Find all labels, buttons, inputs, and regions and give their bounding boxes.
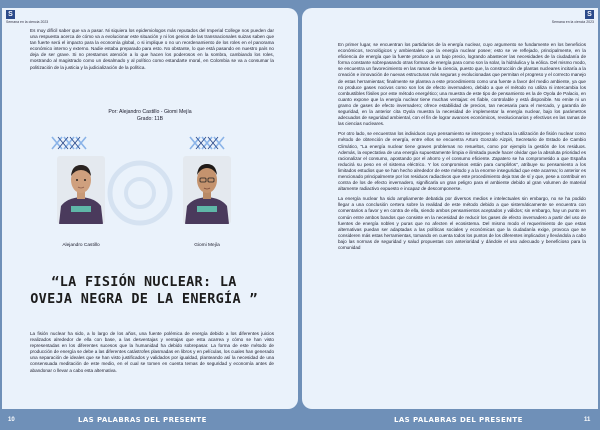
right-page	[302, 8, 598, 409]
magazine-logo-icon: S	[585, 10, 594, 19]
photo-caption-alejandro: Alejandro Castillo	[62, 243, 100, 248]
right-corner-logo	[552, 10, 594, 24]
x-pattern-decoration	[188, 135, 228, 151]
author-photo-alejandro	[57, 156, 105, 224]
watermark-logo-icon	[100, 158, 180, 228]
left-corner-label: Semana en la ciencia 2023	[6, 20, 49, 24]
author-line: Por: Alejandro Castillo - Giomi Mejía	[108, 109, 192, 115]
right-page-number: 11	[584, 417, 591, 423]
magazine-logo-icon: S	[6, 10, 15, 19]
article-title: “LA FISIÓN NUCLEAR: LA OVEJA NEGRA DE LA ENERGÍA ”	[30, 274, 258, 307]
left-intro-text	[30, 28, 274, 75]
right-corner-label: Semana en la ciencia 2023	[551, 20, 594, 24]
photo-caption-giomi: Giomi Mejía	[194, 243, 220, 248]
left-footer-title: LAS PALABRAS DEL PRESENTE	[78, 416, 207, 424]
grade-line: Grado: 11B	[136, 116, 164, 122]
right-paragraph-2: Por otro lado, se encuentran los individuos cuyo pensamiento se interpone y rechaza la utilización de fisión nuclear como método de obtención de energía, entre ellos se encuentra Arturo Gonzalo Aizpiri, Secretario de Estado de Cambio Climático, "La energía nuclear tiene graves problemas no resueltos, como por ejemplo la gestión de los residuos. Además, la expectativa de una energía supuestamente limpia e ilimitada puede hacer olvidar que la absoluta prioridad es racionalizar el consumo, apostando por el ahorro y el consumo eficiente. Zapatero se ha comprometido a que España reducirá su peso en el sistema eléctrico. Y los compromisos están para cumplirlos", atribuye su pensamiento a los limitados estudios que se han hecho alrededor de este método y a la enorme inseguridad que este acarrea; lo anterior es mencionado principalmente por los residuos radiactivos que este procedimiento deja tras de sí y que, pese a contribuir en contra de los de efecto invernadero, significarla un gran peligro para el ambiente debido al gran volumen de material altamente radiactivo expuesto e incapaz de descomponerse.	[338, 131, 586, 192]
body-paragraph: La fisión nuclear ha sido, a lo largo de los años, una fuente polémica de energía debido a los diferentes juicios realizados alrededor de ella con base, a las desventajas y ventajas que esta acarrea y cómo se han visto representadas en los diferentes sucesos que la humanidad ha debido sobrepasar. La forma de este método de producción de energía se debe a las diferentes catástrofes plasmadas en libros y en películas, los cuales han generado una separación de ideales que se han visto justificados y validados por igualdad, planteando así la necesidad de una consensuada meditación de este medio, en el cual se tomen en cuenta temas de seguridad y economía antes de abandonar o llevar a cabo esta alternativa.	[30, 331, 274, 373]
intro-paragraph: Es muy difícil saber que va a pasar. Ni siquiera los epidemiologos más reputados del Imperial College nos pueden dar una respuesta acerca de cómo va a evolucionar este situación y ni los genios de las transnacionales suizas saben que tan fuerte será el impacto para la economía global, o si implique o no un reordenamiento de los roles en el panorama económico interno y externo. Nadie estaba preparado para esto. No obstante, lo que está pasando en nuestro país no deja de ser grave. Si no prestamos atención a lo que hacen los poderosos en la sombra, cambiando los roles, mostrando al magistrado como un desalmado y al político como estandarte moral, en Colombia se va a consumar la politización de la justicia y la judicialización de la política.	[30, 28, 274, 70]
right-paragraph-3: La energía nuclear ha sido ampliamente debatida por diversos medios e intelectuales sin embargo, no se ha podido llegar a una conclusión certera sobre la realidad de este método debido a que sistemáticamente se encuentra con comentarios a favor y en contra de ella, siendo ambos pensamientos aceptados y válidos; sin embargo, hay un punto en común entre ambos bandos que consiste en la necesidad de reducir los gases de efecto invernadero a partir del uso de fuentes de energía nobles y puras que no afecten el ecosistema. Del mismo modo el requerimiento de que estas alternativas puedan ser adaptadas a las políticas sociales y económicas que la ciudadanía exige, provoca que se consideren más estas herramientas, tomando en cuenta todos los puntos de los diferentes implicados y llevándola a cabo bajo las normas de seguridad y salud propuestas con anterioridad y dándole el uso adecuado y beneficioso para la comunidad	[338, 196, 586, 250]
right-paragraph-1: En primer lugar, se encuentran los partidarios de la energía nuclear, cuyo argumento se fundamente en los beneficios económicos, tecnológicos y ambientales que la energía nuclear posee; esto se ve reflejado, principalmente, en la eficiencia de energía que la fuente produce a un bajo precio, logrando abastecer las necesidades de la ciudadanía de forma constante sobrepasando otras formas de energía para como son la solar, la hidráulica y la eólica. Del mismo modo, se encuentra un favorecimiento en las ramas de la ciencia, puesto que, la construcción de plantas nucleares incitaría a la creación e innovación de nuevas estructuras más seguras y evolucionadas que permitan el progreso y el correcto manejo de estas herramientas; finalmente se plantea a este procedimiento como una fuente a favor del medio ambiente, ya que no produce gases nocivos como son los de efecto invernadero, debido a que el método no utiliza ni intercambia los combustibles fósiles por este método energético; una muestra de este tipo de pensamiento es la de Oyola de Palacio, en cuanto expone que la energía nuclear tiene muchas ventajas: es fiable, controlable y está disponible. No emite ni un gramo de gases de efecto invernadero; ofrece estabilidad de precios, tan necesaria para el mercado, y garantía de seguridad, en la anterior cita Oyola muestra la necesidad de implementar la energía nuclear, bajo los parámetros adecuados de seguridad ambiental, con el fin de lograr avances económicos, revolucionarios y efectivos en las ramas de las ciencias nucleares.	[338, 42, 586, 127]
left-page-number: 10	[8, 417, 15, 423]
left-corner-logo	[6, 10, 48, 24]
portrait-image	[183, 156, 231, 224]
left-page	[2, 8, 298, 409]
x-pattern-decoration	[50, 135, 90, 151]
left-body-text	[30, 331, 274, 378]
author-photo-giomi	[183, 156, 231, 224]
right-body-text	[338, 42, 586, 255]
portrait-image	[57, 156, 105, 224]
right-footer-title: LAS PALABRAS DEL PRESENTE	[394, 416, 523, 424]
footer-bar	[0, 410, 600, 430]
